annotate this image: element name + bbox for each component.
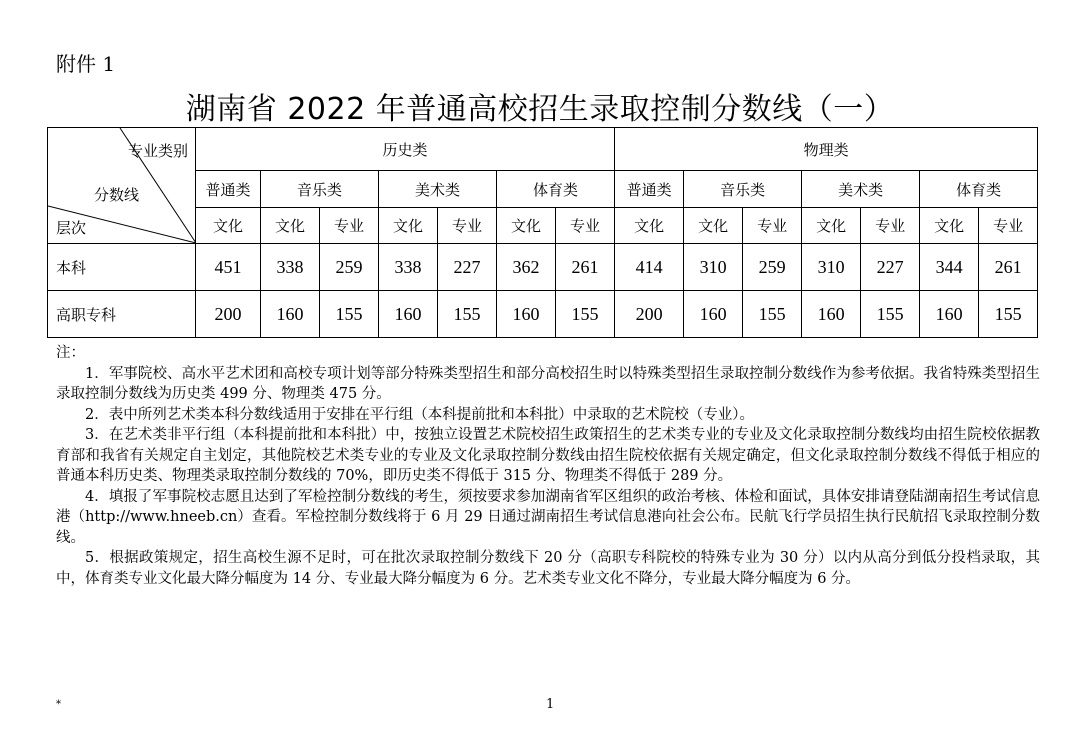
- subheader-cell: 文化: [379, 208, 438, 244]
- score-cell: 310: [684, 244, 743, 291]
- note-item-2: 2．表中所列艺术类本科分数线适用于安排在平行组（本科提前批和本科批）中录取的艺术院校（专业）。: [85, 406, 754, 423]
- row-label: 本科: [48, 244, 196, 291]
- note-item-1: 1．军事院校、高水平艺术团和高校专项计划等部分特殊类型招生和部分高校招生时以特殊类型招生录取控制分数线作为参考依据。我省特殊类型招生录取控制分数线为历史类 499 分、物理类 475 分。: [56, 365, 1040, 402]
- score-cell: 338: [261, 244, 320, 291]
- note-item-4: 4．填报了军事院校志愿且达到了军检控制分数线的考生，须按要求参加湖南省军区组织的政治考核、体检和面试，具体安排请登陆湖南招生考试信息港（http://www.hneeb.cn）查看。军检控制分数线将于 6 月 29 日通过湖南招生考试信息港向社会公布。民航飞行学员招生执行民航招飞录取控制分数线。: [56, 488, 1040, 546]
- attachment-label: 附件 1: [56, 52, 116, 76]
- subheader-cell: 文化: [684, 208, 743, 244]
- corner-label-level: 层次: [56, 219, 87, 237]
- score-cell: 227: [861, 244, 920, 291]
- score-cell: 160: [379, 291, 438, 338]
- subheader-cell: 专业: [979, 208, 1038, 244]
- score-cell: 259: [320, 244, 379, 291]
- category-header: 普通类: [615, 171, 684, 208]
- subheader-cell: 文化: [920, 208, 979, 244]
- score-cell: 261: [979, 244, 1038, 291]
- subheader-cell: 专业: [320, 208, 379, 244]
- notes-heading: 注：: [56, 345, 85, 361]
- score-cell: 310: [802, 244, 861, 291]
- score-cell: 155: [438, 291, 497, 338]
- category-header: 普通类: [196, 171, 261, 208]
- score-cell: 160: [802, 291, 861, 338]
- category-header: 音乐类: [684, 171, 802, 208]
- table-row-vocational: [48, 291, 1038, 338]
- page-number: 1: [546, 697, 555, 712]
- category-header: 美术类: [802, 171, 920, 208]
- score-cell: 155: [979, 291, 1038, 338]
- score-cell: 200: [615, 291, 684, 338]
- table-row-undergraduate: [48, 244, 1038, 291]
- subheader-cell: 文化: [802, 208, 861, 244]
- category-header: 体育类: [497, 171, 615, 208]
- score-cell: 200: [196, 291, 261, 338]
- score-cell: 261: [556, 244, 615, 291]
- note-item-3: 3．在艺术类非平行组（本科提前批和本科批）中，按独立设置艺术院校招生政策招生的艺术类专业的专业及文化录取控制分数线均由招生院校依据教育部和我省有关规定自主划定，其他院校艺术类专业的专业及文化录取控制分数线由招生院校依据有关规定确定，但文化录取控制分数线不得低于相应的普通本科历史类、物理类录取控制分数线的 70%，即历史类不得低于 315 分、物理类不得低于 289 分。: [56, 427, 1040, 484]
- score-cell: 259: [743, 244, 802, 291]
- subheader-cell: 专业: [438, 208, 497, 244]
- score-cell: 155: [861, 291, 920, 338]
- score-table: [47, 127, 1038, 338]
- corner-label-score: 分数线: [94, 186, 140, 204]
- category-header: 体育类: [920, 171, 1038, 208]
- subheader-cell: 文化: [261, 208, 320, 244]
- corner-header-cell: [48, 128, 196, 244]
- score-cell: 414: [615, 244, 684, 291]
- footer-mark: *: [56, 699, 61, 710]
- score-cell: 160: [684, 291, 743, 338]
- subheader-cell: 专业: [556, 208, 615, 244]
- subheader-cell: 文化: [497, 208, 556, 244]
- category-header: 美术类: [379, 171, 497, 208]
- row-label: 高职专科: [48, 291, 196, 338]
- score-cell: 160: [920, 291, 979, 338]
- score-cell: 155: [556, 291, 615, 338]
- score-cell: 155: [320, 291, 379, 338]
- note-item-5: 5．根据政策规定，招生高校生源不足时，可在批次录取控制分数线下 20 分（高职专科院校的特殊专业为 30 分）以内从高分到低分投档录取，其中，体育类专业文化最大降分幅度为 14 分、专业最大降分幅度为 6 分。艺术类专业文化不降分，专业最大降分幅度为 6 分。: [56, 550, 1040, 587]
- score-cell: 160: [261, 291, 320, 338]
- score-cell: 155: [743, 291, 802, 338]
- score-cell: 160: [497, 291, 556, 338]
- subheader-cell: 专业: [743, 208, 802, 244]
- subheader-cell: 文化: [615, 208, 684, 244]
- score-cell: 344: [920, 244, 979, 291]
- page-title: 湖南省 2022 年普通高校招生录取控制分数线（一）: [185, 92, 895, 127]
- subheader-cell: 文化: [196, 208, 261, 244]
- group-header-history: 历史类: [196, 128, 615, 171]
- score-cell: 451: [196, 244, 261, 291]
- score-cell: 227: [438, 244, 497, 291]
- corner-label-category: 专业类别: [128, 142, 189, 160]
- score-cell: 362: [497, 244, 556, 291]
- subheader-cell: 专业: [861, 208, 920, 244]
- group-header-physics: 物理类: [615, 128, 1038, 171]
- notes-section: [56, 343, 1040, 589]
- score-cell: 338: [379, 244, 438, 291]
- category-header: 音乐类: [261, 171, 379, 208]
